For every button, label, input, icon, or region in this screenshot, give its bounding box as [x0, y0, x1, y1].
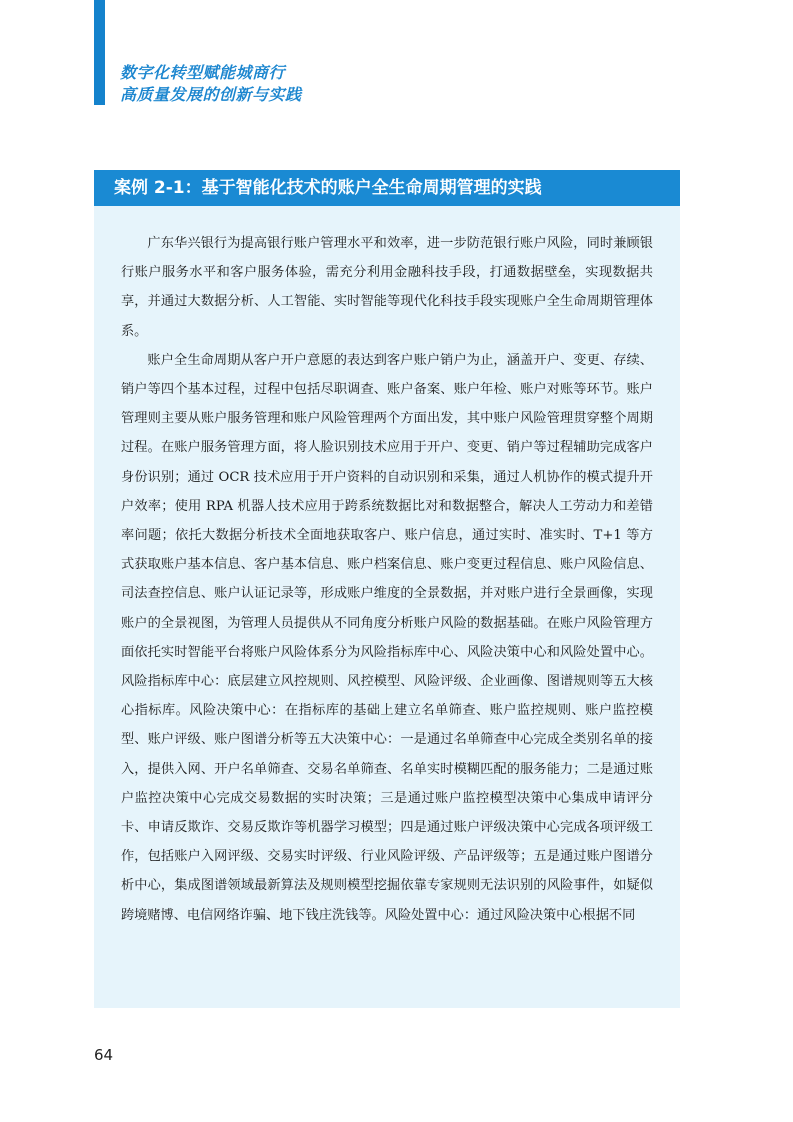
header-accent-bar: [94, 0, 105, 105]
case-study-title-bar: [94, 170, 680, 206]
running-header-line-1: 数字化转型赋能城商行: [120, 63, 286, 82]
case-paragraph-2: 账户全生命周期从客户开户意愿的表达到客户账户销户为止，涵盖开户、变更、存续、销户等四个基本过程，过程中包括尽职调查、账户备案、账户年检、账户对账等环节。账户管理则主要从账户服务管理和账户风险管理两个方面出发，其中账户风险管理贯穿整个周期过程。在账户服务管理方面，将人脸识别技术应用于开户、变更、销户等过程辅助完成客户身份识别；通过 OCR 技术应用于开户资料的自动识别和采集，通过人机协作的模式提升开户效率；使用 RPA 机器人技术应用于跨系统数据比对和数据整合，解决人工劳动力和差错率问题；依托大数据分析技术全面地获取客户、账户信息，通过实时、准实时、T+1 等方式获取账户基本信息、客户基本信息、账户档案信息、账户变更过程信息、账户风险信息、司法查控信息、账户认证记录等，形成账户维度的全景数据，并对账户进行全景画像，实现账户的全景视图，为管理人员提供从不同角度分析账户风险的数据基础。在账户风险管理方面依托实时智能平台将账户风险体系分为风险指标库中心、风险决策中心和风险处置中心。风险指标库中心：底层建立风控规则、风控模型、风险评级、企业画像、图谱规则等五大核心指标库。风险决策中心：在指标库的基础上建立名单筛查、账户监控规则、账户监控模型、账户评级、账户图谱分析等五大决策中心：一是通过名单筛查中心完成全类别名单的接入，提供入网、开户名单筛查、交易名单筛查、名单实时模糊匹配的服务能力；二是通过账户监控决策中心完成交易数据的实时决策；三是通过账户监控模型决策中心集成申请评分卡、申请反欺诈、交易反欺诈等机器学习模型；四是通过账户评级决策中心完成各项评级工作，包括账户入网评级、交易实时评级、行业风险评级、产品评级等；五是通过账户图谱分析中心，集成图谱领域最新算法及规则模型挖掘依靠专家规则无法识别的风险事件，如疑似跨境赌博、电信网络诈骗、地下钱庄洗钱等。风险处置中心：通过风险决策中心根据不同: [121, 352, 653, 923]
case-paragraph-1: 广东华兴银行为提高银行账户管理水平和效率，进一步防范银行账户风险，同时兼顾银行账户服务水平和客户服务体验，需充分利用金融科技手段，打通数据壁垒，实现数据共享，并通过大数据分析、人工智能、实时智能等现代化科技手段实现账户全生命周期管理体系。: [121, 236, 653, 339]
running-header-line-2: 高质量发展的创新与实践: [120, 85, 302, 104]
case-study-title: 案例 2-1：基于智能化技术的账户全生命周期管理的实践: [114, 178, 542, 198]
case-study-box: [94, 170, 680, 1008]
running-header: [120, 62, 302, 106]
page-number: 64: [94, 1046, 114, 1064]
case-study-body: [121, 229, 653, 930]
